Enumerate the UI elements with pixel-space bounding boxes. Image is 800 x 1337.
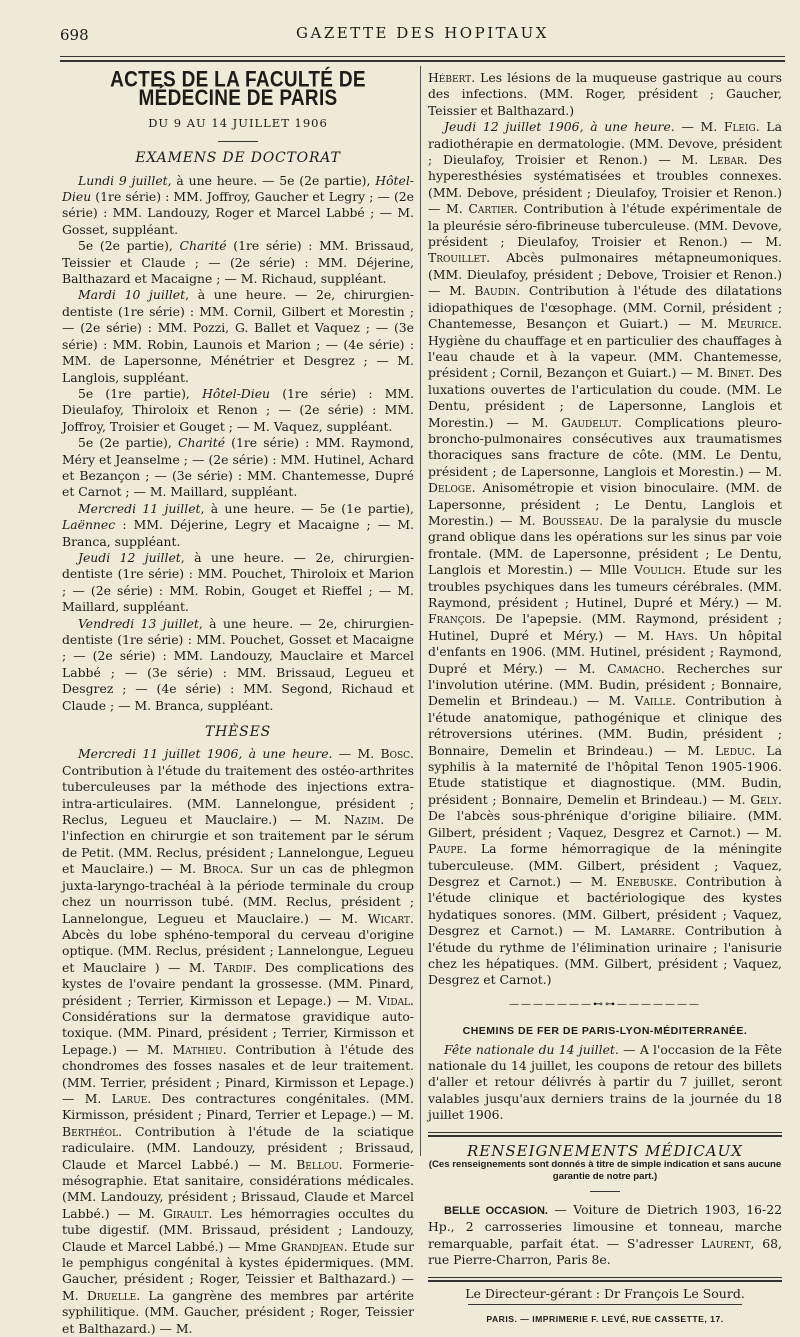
exam-italic: Jeudi 12 juillet <box>78 549 181 565</box>
author-name: Wicart <box>367 910 411 926</box>
thesis-text: . Les hémorragies occultes du tube digestif. (MM. Brissaud, président ; Landouzy, Claude et Marcel Labbé.) — Mme <box>62 1205 414 1254</box>
rens-subtitle: (Ces renseignements sont donnés à titre de simple indication et sans aucune garantie de notre part.) <box>428 1159 782 1182</box>
author-name: Broca <box>202 861 240 877</box>
author-name: Paupe <box>428 841 464 857</box>
author-name: Hébert <box>428 70 472 85</box>
ad-text-1: — Voiture de Dietrich 1903, 16-22 Hp., 2 carrosseries limousine et tonneau, marche remarquable, parfait état. — S'adresser <box>428 1202 782 1251</box>
thesis-text: . De l'infection en chirurgie et son traitement par le sérum de Petit. (MM. Reclus, président ; Lannelongue, Legueu et Mauclaire.) — M. <box>62 812 414 877</box>
article-heading: ACTES DE LA FACULTÉ DE MÉDECINE DE PARIS <box>110 68 366 112</box>
thesis-text: . Contribution à l'étude anatomique, pathogénique et clinique des rétroversions utérines. (MM. Budin, président ; Bonnaire, Demelin et Brindeau.) — M. <box>428 693 782 758</box>
rail-heading: CHEMINS DE FER DE PARIS-LYON-MÉDITERRANÉE. <box>462 1025 748 1038</box>
exam-text: , à une heure. — 2e, chirurgien-dentiste (1re série) : MM. Pouchet, Thiroloix et Marion ; — (2e série) : MM. Robin, Gouget et Rieffel ; — M. Maillard, suppléant. <box>62 549 415 615</box>
exam-text: , à une heure. — 2e, chirurgien-dentiste (1re série) : MM. Pouchet, Gosset et Macaigne ; — (2e série) : MM. Landouzy, Mauclaire et Marcel Labbé ; — (3e série) : MM. Brissaud, Legueu et Desgrez ; — (4e série) : MM. Segond, Richaud et Claude ; — M. Branca, suppléant. <box>62 615 414 713</box>
short-rule <box>218 141 258 142</box>
thesis-text: . Recherches sur l'involution utérine. (MM. Budin, président ; Bonnaire, Demelin et Brindeau.) — M. <box>428 660 782 709</box>
thesis-text: . De l'abcès sous-phrénique d'origine biliaire. (MM. Gilbert, président ; Vaquez, Desgrez et Carnot.) — M. <box>428 791 782 840</box>
exam-italic: Laënnec <box>62 517 116 533</box>
article-dates: DU 9 AU 14 JUILLET 1906 <box>148 115 328 130</box>
thesis-text: . Considérations sur la dermatose gravidique auto-toxique. (MM. Pinard, président ; Terrier, Kirmisson et Lepage.) — M. <box>62 992 414 1057</box>
exam-paragraph <box>62 287 414 385</box>
author-name: Grandjean <box>280 1238 344 1254</box>
director-line: Le Directeur-gérant : Dr François Le Sourd. <box>465 1285 745 1301</box>
thesis-text: . De la paralysie du muscle grand oblique dans les opérations sur les sinus par voie frontale. (MM. de Lapersonne, président ; Le Dentu, Langlois et Morestin.) — Mlle <box>428 512 782 578</box>
double-rule <box>428 1132 782 1133</box>
author-name: Lamarre <box>620 923 672 939</box>
thesis-text: . La forme hémorragique de la méningite tuberculeuse. (MM. Gilbert, président ; Vaquez, Desgrez et Carnot.) — M. <box>428 841 782 889</box>
thesis-text: . La radiothérapie en dermatologie. (MM. Devove, président ; Dieulafoy, Troisier et Renon.) — M. <box>428 119 782 168</box>
double-rule-thick <box>428 1135 782 1137</box>
author-name: Baudin <box>474 283 517 299</box>
page-number: 698 <box>60 26 89 44</box>
ad-heading: BELLE OCCASION. <box>444 1205 548 1217</box>
exam-italic: Mardi 10 juillet <box>78 287 186 303</box>
theses-text <box>62 746 414 1335</box>
thesis-text: . La syphilis à la maternité de l'hôpital Tenon 1905-1906. Etude statistique et diagnostique. (MM. Budin, président ; Bonnaire, Demelin et Brindeau.) — M. <box>428 742 782 807</box>
jeudi-date: Jeudi 12 juillet 1906, à une heure. <box>444 119 675 135</box>
exam-text: 5e (1re partie), <box>78 385 203 401</box>
author-name: Voulich <box>633 562 683 578</box>
ornamental-divider: ———————⊷⊶——————— <box>509 998 701 1010</box>
exam-text: (1re série) : MM. Brissaud, Teissier et Claude ; — (2e série) : MM. Déjerine, Balthazard et Macaigne ; — M. Richaud, suppléant. <box>62 238 414 287</box>
theses-title: THÈSES <box>205 724 271 741</box>
author-name: Berthéol <box>62 1123 119 1139</box>
theses-paragraph <box>62 746 414 1337</box>
author-name: Camacho <box>607 660 661 676</box>
thesis-text: . Contribution à l'étude des chondromes des fosses nasales et de leur traitement. (MM. Terrier, président ; Pinard, Kirmisson et Lepage.) — M. <box>62 1041 414 1106</box>
thesis-text: . Des complications des kystes de l'ovaire pendant la grossesse. (MM. Pinard, président ; Terrier, Kirmisson et Lepage.) — M. <box>62 959 415 1008</box>
author-name: Bellou <box>296 1156 339 1172</box>
thesis-text: . Les lésions de la muqueuse gastrique au cours des infections. (MM. Roger, président ; Gaucher, Teissier et Balthazard.) <box>428 70 782 118</box>
left-column <box>62 68 415 1336</box>
exam-paragraph <box>62 435 414 501</box>
exam-text: 5e (2e partie), <box>78 435 178 451</box>
author-name: Deloge <box>428 480 472 496</box>
thesis-text: . Contribution à l'étude du rythme de l'élimination urinaire ; l'anisurie chez les hépatiques. (MM. Gilbert, président ; Vaquez, Desgrez et Carnot.) <box>428 923 782 988</box>
exam-paragraph <box>62 386 414 435</box>
exam-italic: Lundi 9 juillet <box>78 172 168 188</box>
thesis-text: . Contribution à l'étude clinique et bactériologique des kystes hydatiques sonores. (MM. Gilbert, président ; Vaquez, Desgrez et Carnot.) — M. <box>428 873 782 939</box>
printer-line: PARIS. — IMPRIMERIE F. LEVÉ, RUE CASSETTE, 17. <box>486 1314 724 1325</box>
exam-text: (1re série) : MM. Dieulafoy, Thiroloix et Renon ; — (2e série) : MM. Joffroy, Troisier et Gouget ; — M. Vaquez, suppléant. <box>62 385 415 434</box>
thesis-text: . Contribution à l'étude expérimentale de la pleurésie séro-fibrineuse tuberculeuse. (MM. Devove, président ; Dieulafoy, Troisier et Renon.) — M. <box>428 201 782 250</box>
author-name: Meurice <box>727 316 779 332</box>
exam-italic: Charité <box>179 238 227 254</box>
journal-title: GAZETTE DES HOPITAUX <box>296 24 549 42</box>
exam-paragraph <box>62 550 414 616</box>
author-name: Bosc <box>380 746 411 762</box>
author-name: Nazim <box>343 812 381 828</box>
header-rule-thick <box>60 60 785 62</box>
author-name: Vaille <box>634 693 672 709</box>
exam-italic: Hôtel-Dieu <box>62 172 414 205</box>
thesis-text: . La gangrène des membres par artérite syphilitique. (MM. Gaucher, président ; Roger, Teissier et Balthazard.) — M. <box>62 1287 414 1336</box>
ad-text-2: , 68, rue Pierre-Charron, Paris 8e. <box>428 1235 782 1268</box>
column-divider <box>420 66 421 1156</box>
exam-italic: Vendredi 13 juillet <box>78 615 199 631</box>
thesis-text: . Complications pleuro-broncho-pulmonaires consécutives aux traumatismes thoraciques sans fracture de côte. (MM. Le Dentu, président ; de Lapersonne, Langlois et Morestin.) — M. <box>428 414 782 479</box>
page-header <box>60 22 785 58</box>
thesis-text: . De l'apepsie. (MM. Raymond, président ; Hutinel, Dupré et Méry.) — M. <box>428 611 782 643</box>
thesis-text: . Contribution à l'étude des dilatations idiopathiques de l'œsophage. (MM. Cornil, président ; Chantemesse, Besançon et Guiart.) — M. <box>428 283 782 332</box>
author-name: Gaudelut <box>561 414 618 430</box>
theses-date: Mercredi 11 juillet 1906, à une heure. <box>78 746 333 762</box>
thesis-text: . Un hôpital d'enfants en 1906. (MM. Hutinel, président ; Raymond, Dupré et Méry.) — M. <box>428 627 782 676</box>
thesis-text: — M. <box>332 746 381 762</box>
thesis-text: — M. <box>674 119 724 135</box>
author-name: Lebar <box>708 152 744 168</box>
exam-text: , à une heure. — 2e, chirurgien-dentiste (1re série) : MM. Cornil, Gilbert et Morestin ; — (2e série) : MM. Pozzi, G. Ballet et Vaquez ; — (3e série) : MM. Robin, Launois et Marion ; — (4e série) : MM. de Lapersonne, Ménétrier et Desgrez ; — M. Langlois, suppléant. <box>62 287 414 385</box>
thesis-text: . Abcès pulmonaires métapneumoniques. (MM. Dieulafoy, président ; Debove, Troisier et Renon.) — M. <box>428 250 782 299</box>
exam-text: (1re série) : MM. Raymond, Méry et Jeanselme ; — (2e série) : MM. Hutinel, Achard et Bezançon ; — (3e série) : MM. Chantemesse, Dupré et Carnot ; — M. Maillard, suppléant. <box>62 435 414 500</box>
exam-text: , à une heure. — 5e (1e partie), <box>200 500 414 516</box>
thesis-text: . Contribution à l'étude du traitement des ostéo-arthrites tuberculeuses par la méthode des injections extra-intra-articulaires. (MM. Lannelongue, président ; Reclus, Legueu et Mauclaire.) — M. <box>62 746 414 828</box>
author-name: Trouillet <box>428 250 487 266</box>
thesis-text: . Etude sur les troubles psychiques dans les tumeurs cérébrales. (MM. Raymond, président ; Hutinel, Dupré et Méry.) — M. <box>428 562 782 610</box>
rail-text: — A l'occasion de la Fête nationale du 14 juillet, les coupons de retour des billets d'aller et retour délivrés à partir du 7 juillet, seront valables jusqu'aux derniers trains de la journée du 18 juillet 1906. <box>428 1041 782 1123</box>
director-rule <box>468 1304 742 1305</box>
classified-ad <box>428 1202 782 1269</box>
thesis-text: . Des hyperesthésies systématisées et troubles connexes. (MM. Debove, président ; Dieulafoy, Troisier et Renon.) — M. <box>428 152 782 217</box>
jeudi-paragraph <box>428 119 782 989</box>
thesis-text: . Des luxations ouvertes de l'articulation du coude. (MM. Le Dentu, président ; de Lapersonne, Langlois et Morestin.) — M. <box>428 365 782 430</box>
right-column <box>428 70 782 1325</box>
footer-rule-thick <box>428 1280 782 1282</box>
exams-list <box>62 173 414 714</box>
exam-italic: Mercredi 11 juillet <box>78 500 201 516</box>
rens-title: RENSEIGNEMENTS MÉDICAUX <box>467 1141 743 1160</box>
thesis-text: . Contribution à l'étude de la sciatique radiculaire. (MM. Landouzy, président ; Brissaud, Claude et Marcel Labbé.) — M. <box>62 1123 414 1172</box>
exam-italic: Charité <box>177 435 226 451</box>
author-name: Tardif <box>213 959 253 975</box>
exam-text: , à une heure. — 5e (2e partie), <box>167 172 376 188</box>
header-rule <box>60 56 785 57</box>
jeudi-text <box>428 119 782 987</box>
exam-paragraph <box>62 616 414 714</box>
rail-paragraph <box>428 1042 782 1124</box>
thesis-text: . Abcès du lobe sphéno-temporal du cerveau d'origine optique. (MM. Reclus, président ; Lannelongue, Legueu et Mauclaire ) — M. <box>62 910 414 975</box>
exam-paragraph <box>62 238 414 287</box>
author-name: François <box>428 611 482 627</box>
author-name: Binet <box>717 365 751 381</box>
author-name: Druelle <box>86 1287 137 1303</box>
exam-paragraph <box>62 501 414 550</box>
exam-paragraph <box>62 173 414 239</box>
exams-title: EXAMENS DE DOCTORAT <box>135 150 341 167</box>
author-name: Leduc <box>714 742 752 758</box>
author-name: Vidal <box>377 992 411 1008</box>
author-name: Girault <box>162 1205 209 1221</box>
author-name: Cartier <box>468 201 514 217</box>
footer-rule <box>428 1277 782 1278</box>
author-name: Larue <box>111 1090 148 1106</box>
thesis-text: . Des contractures congénitales. (MM. Kirmisson, président ; Pinard, Terrier et Lepage.) — M. <box>62 1090 414 1123</box>
exam-text: 5e (2e partie), <box>78 238 180 254</box>
thesis-text: . Etude sur le pemphigus congénital à kystes épidermiques. (MM. Gaucher, président ; Roger, Teissier et Balthazard.) — M. <box>62 1238 414 1303</box>
short-rule-2 <box>590 1191 620 1192</box>
rail-intro: Fête nationale du 14 juillet. <box>444 1041 619 1057</box>
thesis-text: . Formerie-mésographie. Etat sanitaire, considérations médicales. (MM. Landouzy, président ; Brissaud, Claude et Marcel Labbé.) — M. <box>62 1156 415 1221</box>
exam-text: : MM. Déjerine, Legry et Macaigne ; — M. Branca, suppléant. <box>62 517 414 549</box>
thesis-text: . Anisométropie et vision binoculaire. (MM. de Lapersonne, président ; Le Dentu, Langlois et Morestin.) — M. <box>428 480 782 528</box>
exam-text: (1re série) : MM. Joffroy, Gaucher et Legry ; — (2e série) : MM. Landouzy, Roger et Marcel Labbé ; — M. Gosset, suppléant. <box>62 189 414 237</box>
author-name: Enebuske <box>616 873 674 889</box>
exam-italic: Hôtel-Dieu <box>202 385 271 401</box>
author-name: Bousseau <box>542 512 600 528</box>
author-name: Hays <box>665 627 695 643</box>
ad-name: Laurent <box>701 1235 751 1251</box>
author-name: Fleig <box>723 119 756 135</box>
thesis-text: . Hygiène du chauffage et en particulier des chauffages à l'eau chaude et à la vapeur. (MM. Chantemesse, président ; Cornil, Bezançon et Guiart.) — M. <box>428 316 782 381</box>
author-name: Mathieu <box>172 1041 223 1057</box>
theses-continuation <box>428 70 782 119</box>
thesis-text: . Sur un cas de phlegmon juxta-laryngo-trachéal à la période terminale du croup chez un nourrisson tubé. (MM. Reclus, président ; Lannelongue, Legueu et Mauclaire.) — M. <box>62 861 414 926</box>
author-name: Gely <box>750 791 779 807</box>
